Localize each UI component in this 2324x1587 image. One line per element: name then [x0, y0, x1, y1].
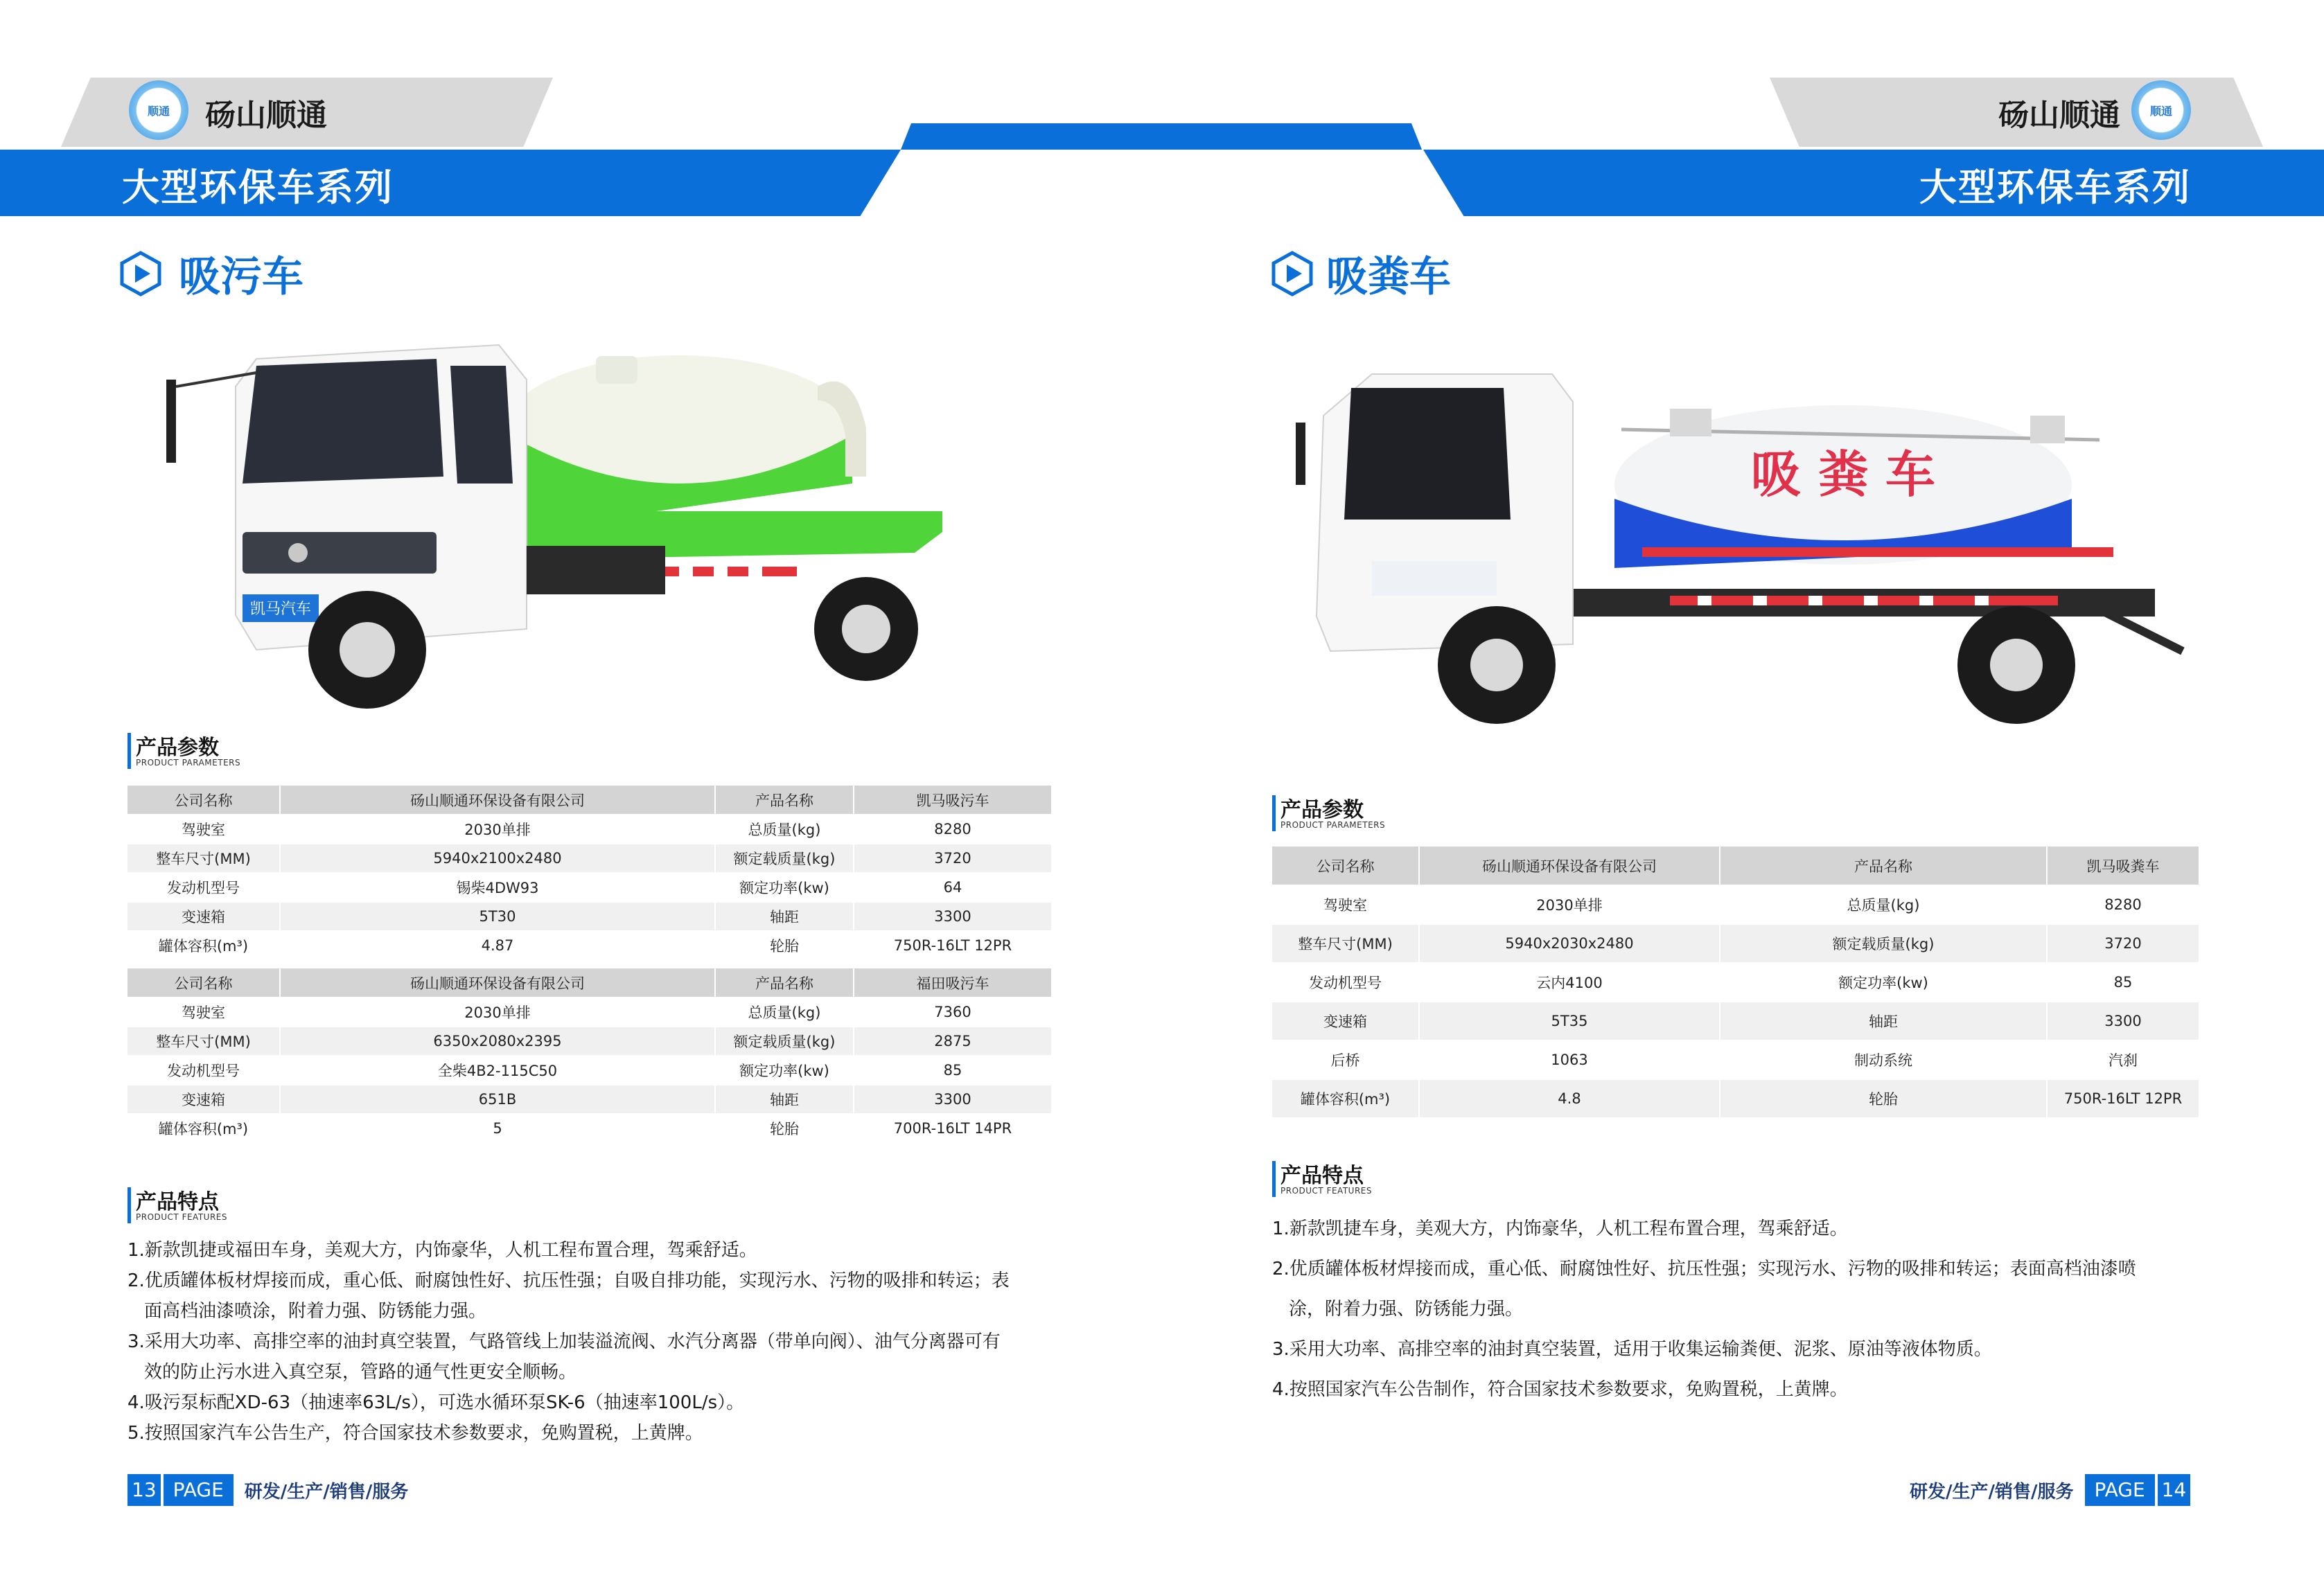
table-cell: 产品名称	[715, 968, 854, 998]
table-cell: 后桥	[1272, 1040, 1419, 1079]
right-logo-icon	[2131, 80, 2191, 140]
features-title: 产品特点	[1280, 1164, 1364, 1188]
table-cell: 5940x2100x2480	[280, 844, 715, 873]
feature-item: 1.新款凯捷或福田车身，美观大方，内饰豪华，人机工程布置合理，驾乘舒适。	[127, 1240, 757, 1261]
table-cell: 5T35	[1419, 1002, 1720, 1040]
table-row	[1272, 885, 2199, 924]
kaima-suction-spec-table	[127, 786, 1053, 961]
table-cell: 8280	[854, 815, 1052, 844]
table-cell: 3720	[2047, 924, 2199, 963]
feature-item: 1.新款凯捷车身，美观大方，内饰豪华，人机工程布置合理，驾乘舒适。	[1272, 1218, 1848, 1239]
heading-bar	[1272, 795, 1276, 831]
params-title: 产品参数	[136, 736, 219, 760]
table-cell: 公司名称	[127, 786, 280, 815]
table-cell: 7360	[854, 998, 1052, 1027]
table-cell: 轮胎	[715, 1114, 854, 1143]
table-cell: 驾驶室	[127, 815, 280, 844]
table-row	[127, 902, 1052, 931]
table-cell: 总质量(kg)	[1720, 885, 2047, 924]
table-cell: 750R-16LT 12PR	[854, 931, 1052, 960]
table-cell: 变速箱	[1272, 1002, 1419, 1040]
page-number: 14	[2158, 1474, 2191, 1506]
table-row	[127, 1056, 1052, 1085]
right-brand-name: 砀山顺通	[1998, 98, 2120, 133]
table-row	[127, 1027, 1052, 1056]
left-section-title: 吸污车	[179, 253, 303, 301]
table-row	[127, 968, 1052, 998]
table-cell: 3300	[2047, 1002, 2199, 1040]
table-row	[127, 931, 1052, 960]
suction-truck-image	[152, 324, 984, 719]
page-word: PAGE	[164, 1474, 234, 1506]
table-cell: 云内4100	[1419, 963, 1720, 1002]
table-row	[127, 1085, 1052, 1114]
table-cell: 凯马吸粪车	[2047, 846, 2199, 885]
table-row	[127, 815, 1052, 844]
table-cell: 整车尺寸(MM)	[1272, 924, 1419, 963]
table-cell: 轴距	[715, 902, 854, 931]
params-subtitle: PRODUCT PARAMETERS	[1280, 820, 1386, 830]
spec-table-body	[127, 786, 1052, 960]
table-cell: 轴距	[715, 1085, 854, 1114]
features-subtitle: PRODUCT FEATURES	[1280, 1186, 1372, 1196]
params-subtitle: PRODUCT PARAMETERS	[136, 758, 241, 768]
footer-text: 研发/生产/销售/服务	[244, 1481, 409, 1502]
table-cell: 4.87	[280, 931, 715, 960]
feature-item: 面高档油漆喷涂，附着力强、防锈能力强。	[144, 1301, 487, 1322]
feature-item: 4.吸污泵标配XD-63（抽速率63L/s），可选水循环泵SK-6（抽速率100L/s）。	[127, 1392, 745, 1413]
table-cell: 85	[2047, 963, 2199, 1002]
table-row	[127, 844, 1052, 873]
table-cell: 全柴4B2-115C50	[280, 1056, 715, 1085]
heading-bar	[127, 733, 131, 769]
table-cell: 额定功率(kw)	[715, 873, 854, 902]
futian-suction-spec-table	[127, 968, 1053, 1144]
table-cell: 总质量(kg)	[715, 998, 854, 1027]
left-brand-name: 砀山顺通	[205, 98, 327, 133]
table-cell: 产品名称	[1720, 846, 2047, 885]
table-cell: 发动机型号	[127, 873, 280, 902]
spec-table-body	[127, 968, 1052, 1143]
left-logo-icon	[129, 80, 188, 140]
table-cell: 凯马吸污车	[854, 786, 1052, 815]
table-row	[127, 1114, 1052, 1143]
feature-item: 5.按照国家汽车公告生产，符合国家技术参数要求，免购置税，上黄牌。	[127, 1423, 703, 1444]
table-cell: 驾驶室	[127, 998, 280, 1027]
table-row	[127, 786, 1052, 815]
left-footer	[127, 1474, 408, 1506]
heading-bar	[127, 1187, 131, 1223]
table-cell: 700R-16LT 14PR	[854, 1114, 1052, 1143]
table-cell: 公司名称	[1272, 846, 1419, 885]
table-cell: 罐体容积(m³)	[127, 1114, 280, 1143]
feature-item: 涂，附着力强、防锈能力强。	[1289, 1299, 1524, 1320]
right-play-icon	[1269, 251, 1315, 296]
table-cell: 发动机型号	[127, 1056, 280, 1085]
table-cell: 轴距	[1720, 1002, 2047, 1040]
table-row	[1272, 846, 2199, 885]
table-cell: 额定载质量(kg)	[715, 844, 854, 873]
table-cell: 3720	[854, 844, 1052, 873]
table-cell: 1063	[1419, 1040, 1720, 1079]
table-cell: 变速箱	[127, 902, 280, 931]
table-cell: 轮胎	[1720, 1079, 2047, 1118]
table-cell: 5940x2030x2480	[1419, 924, 1720, 963]
table-cell: 额定功率(kw)	[1720, 963, 2047, 1002]
table-cell: 6350x2080x2395	[280, 1027, 715, 1056]
table-cell: 2030单排	[280, 998, 715, 1027]
features-subtitle: PRODUCT FEATURES	[136, 1212, 227, 1222]
feature-item: 3.采用大功率、高排空率的油封真空装置，适用于收集运输粪便、泥浆、原油等液体物质。	[1272, 1339, 1992, 1360]
table-row	[1272, 924, 2199, 963]
right-features-list	[1272, 1209, 2215, 1410]
feature-item: 2.优质罐体板材焊接而成，重心低、耐腐蚀性好、抗压性强；实现污水、污物的吸排和转运；表面高档油漆喷	[1272, 1259, 2136, 1279]
table-row	[1272, 963, 2199, 1002]
table-cell: 发动机型号	[1272, 963, 1419, 1002]
table-cell: 3300	[854, 902, 1052, 931]
table-cell: 轮胎	[715, 931, 854, 960]
params-title: 产品参数	[1280, 798, 1364, 822]
table-cell: 2030单排	[1419, 885, 1720, 924]
left-band-title: 大型环保车系列	[122, 166, 394, 209]
center-blue-strip	[901, 123, 1422, 150]
table-row	[127, 998, 1052, 1027]
table-cell: 整车尺寸(MM)	[127, 1027, 280, 1056]
table-cell: 64	[854, 873, 1052, 902]
table-cell: 罐体容积(m³)	[1272, 1079, 1419, 1118]
table-cell: 整车尺寸(MM)	[127, 844, 280, 873]
right-band-title: 大型环保车系列	[1919, 166, 2191, 209]
fecal-truck-image	[1282, 360, 2203, 734]
spec-table-body	[1272, 846, 2199, 1118]
heading-bar	[1272, 1161, 1276, 1197]
table-cell: 额定载质量(kg)	[1720, 924, 2047, 963]
table-cell: 5	[280, 1114, 715, 1143]
right-logo-text: 顺通	[2149, 104, 2172, 118]
table-cell: 锡柴4DW93	[280, 873, 715, 902]
right-section-title: 吸粪车	[1326, 253, 1451, 301]
table-row	[127, 873, 1052, 902]
table-cell: 5T30	[280, 902, 715, 931]
footer-text: 研发/生产/销售/服务	[1910, 1481, 2074, 1502]
table-row	[1272, 1079, 2199, 1118]
kaima-fecal-spec-table	[1272, 846, 2200, 1119]
table-cell: 汽刹	[2047, 1040, 2199, 1079]
page-number: 13	[127, 1474, 161, 1506]
table-cell: 2875	[854, 1027, 1052, 1056]
table-row	[1272, 1040, 2199, 1079]
table-cell: 变速箱	[127, 1085, 280, 1114]
table-cell: 公司名称	[127, 968, 280, 998]
truck-badge-text: 凯马汽车	[249, 601, 312, 618]
table-cell: 制动系统	[1720, 1040, 2047, 1079]
table-cell: 驾驶室	[1272, 885, 1419, 924]
feature-item: 2.优质罐体板材焊接而成，重心低、耐腐蚀性好、抗压性强；自吸自排功能，实现污水、污物的吸排和转运；表	[127, 1270, 1010, 1291]
table-cell: 砀山顺通环保设备有限公司	[280, 786, 715, 815]
table-cell: 总质量(kg)	[715, 815, 854, 844]
table-cell: 2030单排	[280, 815, 715, 844]
table-cell: 3300	[854, 1085, 1052, 1114]
page-word: PAGE	[2085, 1474, 2155, 1506]
table-cell: 85	[854, 1056, 1052, 1085]
table-cell: 福田吸污车	[854, 968, 1052, 998]
table-cell: 8280	[2047, 885, 2199, 924]
table-cell: 750R-16LT 12PR	[2047, 1079, 2199, 1118]
table-cell: 砀山顺通环保设备有限公司	[1419, 846, 1720, 885]
tank-lettering: 吸 粪 车	[1750, 445, 1936, 504]
table-cell: 4.8	[1419, 1079, 1720, 1118]
left-play-icon	[118, 251, 164, 296]
left-logo-text: 顺通	[147, 104, 170, 118]
table-cell: 产品名称	[715, 786, 854, 815]
table-cell: 651B	[280, 1085, 715, 1114]
table-row	[1272, 1002, 2199, 1040]
right-footer	[1910, 1474, 2190, 1506]
left-features-list	[127, 1235, 1070, 1448]
features-title: 产品特点	[136, 1190, 219, 1214]
table-cell: 额定载质量(kg)	[715, 1027, 854, 1056]
feature-item: 效的防止污水进入真空泵，管路的通气性更安全顺畅。	[144, 1362, 577, 1383]
table-cell: 砀山顺通环保设备有限公司	[280, 968, 715, 998]
table-cell: 额定功率(kw)	[715, 1056, 854, 1085]
table-cell: 罐体容积(m³)	[127, 931, 280, 960]
feature-item: 4.按照国家汽车公告制作，符合国家技术参数要求，免购置税，上黄牌。	[1272, 1379, 1848, 1400]
feature-item: 3.采用大功率、高排空率的油封真空装置，气路管线上加装溢流阀、水汽分离器（带单向阀）、油气分离器可有	[127, 1331, 1001, 1352]
